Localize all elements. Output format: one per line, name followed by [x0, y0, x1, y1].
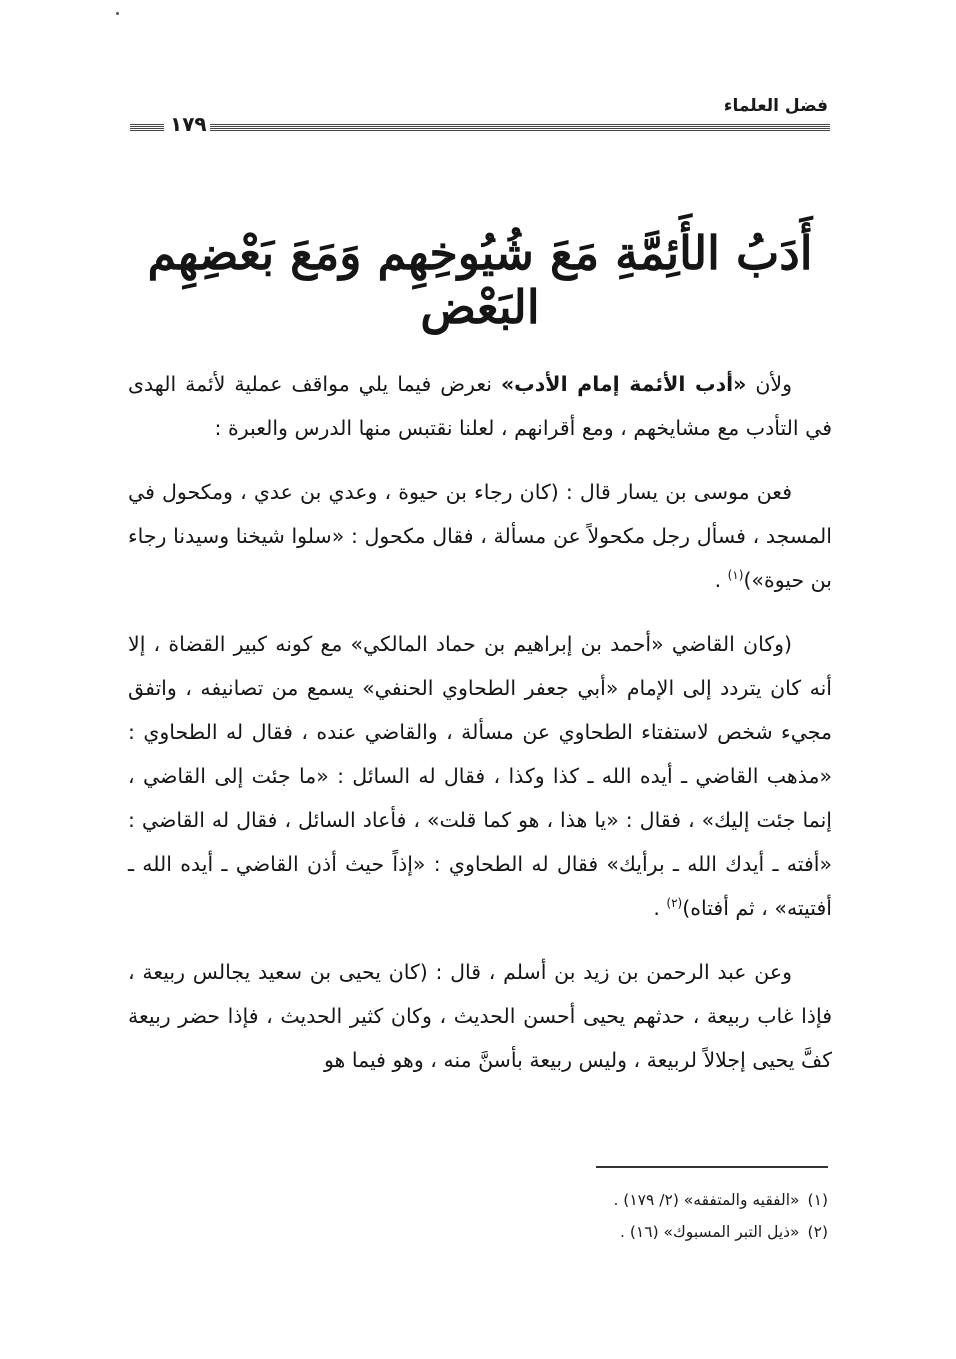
paragraph-3-text: (وكان القاضي «أحمد بن إبراهيم بن حماد المالكي» مع كونه كبير القضاة ، إلا أنه كان يتردد إلى الإمام «أبي جعفر الطحاوي الحنفي» يسمع من تصانيفه ، واتفق مجيء شخص لاستفتاء الطحاوي عن مسألة ، والقاضي عنده ، فقال له الطحاوي : «مذهب القاضي ـ أيده الله ـ كذا وكذا ، فقال له السائل : «ما جئت إلى القاضي ، إنما جئت إليك» ، فقال : «يا هذا ، هو كما قلت» ، فأعاد السائل ، فقال له القاضي : «أفته ـ أيدك الله ـ برأيك» فقال له الطحاوي : «إذاً حيث أذن القاضي ـ أيده الله ـ أفتيته» ، ثم أفتاه): [128, 632, 832, 920]
footnote-rule: [596, 1166, 828, 1168]
footnote-1-text: «الفقيه والمتفقه» (٢/ ١٧٩) .: [613, 1191, 800, 1209]
paragraph-1: [128, 362, 832, 450]
footnote-1: [200, 1184, 828, 1216]
paragraph-2: [128, 470, 832, 602]
paragraph-4: [128, 950, 832, 1082]
footnote-2: [200, 1216, 828, 1248]
body-text: [128, 362, 832, 1082]
running-title: فضل العلماء: [723, 96, 828, 116]
footnote-1-number: (١): [807, 1191, 828, 1209]
header-rule: [210, 124, 830, 131]
page-number-rule: [130, 124, 164, 131]
paragraph-2-text: فعن موسى بن يسار قال : (كان رجاء بن حيوة ، وعدي بن عدي ، ومكحول في المسجد ، فسأل رجل مكحولاً عن مسألة ، فقال مكحول : «سلوا شيخنا وسيدنا رجاء بن حيوة»): [128, 480, 832, 592]
footnote-2-number: (٢): [807, 1223, 828, 1241]
paragraph-4-text: وعن عبد الرحمن بن زيد بن أسلم ، قال : (كان يحيى بن سعيد يجالس ربيعة ، فإذا غاب ربيعة ، حدثهم يحيى أحسن الحديث ، وكان كثير الحديث ، فإذا حضر ربيعة كفَّ يحيى إجلالاً لربيعة ، وليس ربيعة بأسنَّ منه ، وهو فيما هو: [128, 960, 832, 1072]
footnote-2-text: «ذيل التبر المسبوك» (١٦) .: [620, 1223, 800, 1241]
footnote-ref-2[interactable]: (٢): [666, 896, 683, 911]
paragraph-1-quote: «أدب الأئمة إمام الأدب»: [500, 372, 747, 396]
scan-speck: [116, 12, 119, 15]
paragraph-1-rest: نعرض فيما يلي مواقف عملية لأئمة الهدى في التأدب مع مشايخهم ، ومع أقرانهم ، لعلنا نقتبس منها الدرس والعبرة :: [128, 372, 832, 440]
paragraph-1-intro: ولأن: [755, 372, 792, 396]
page-number: ١٧٩: [170, 112, 207, 136]
chapter-title: أَدَبُ الأَئِمَّةِ مَعَ شُيُوخِهِم وَمَعَ بَعْضِهِم البَعْض: [147, 226, 813, 334]
paragraph-2-end: .: [714, 568, 728, 592]
paragraph-3: [128, 622, 832, 930]
footnotes: [200, 1184, 828, 1248]
footnote-ref-1[interactable]: (١): [727, 568, 744, 583]
paragraph-3-end: .: [653, 896, 667, 920]
